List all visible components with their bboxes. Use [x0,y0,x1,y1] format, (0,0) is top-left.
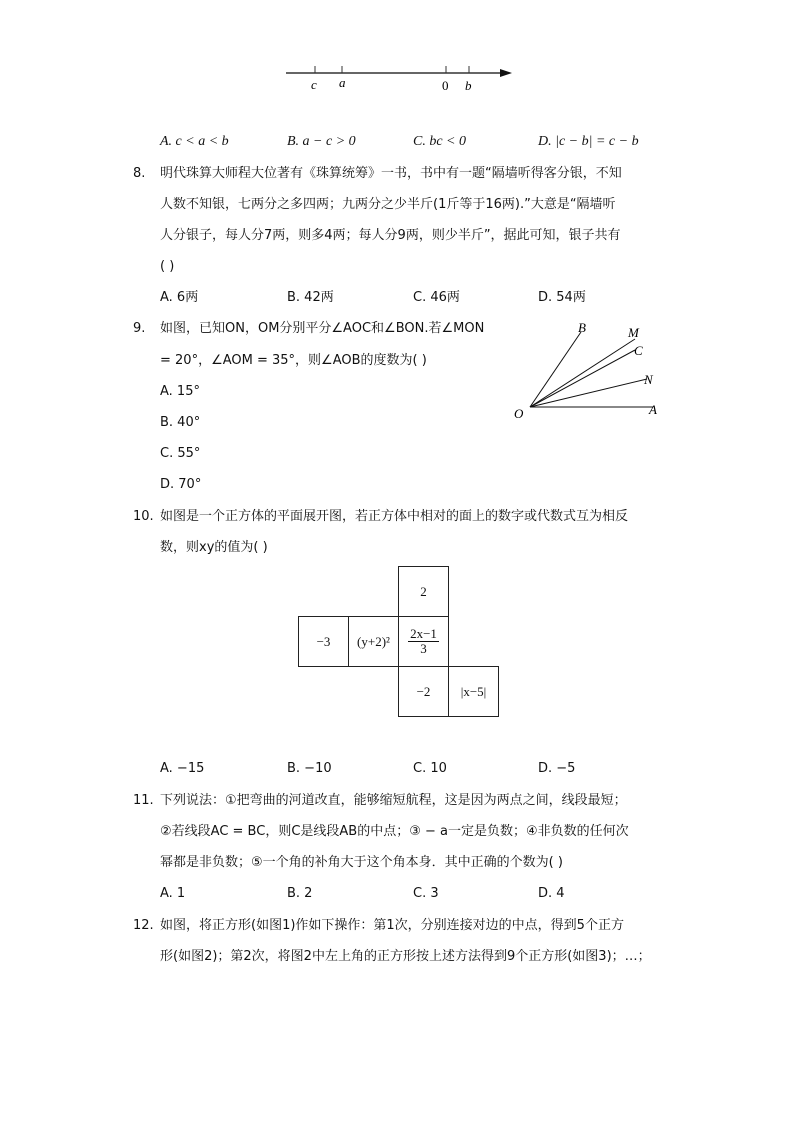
face-value: 2 [420,583,427,599]
q10-option-c[interactable]: C. 10 [413,761,447,776]
q8-text-line: 人分银子，每人分7两，则多4两；每人分9两，则少半斤”，据此可知，银子共有 [160,228,621,243]
label-a: A [649,402,657,417]
q7-option-c[interactable]: C. bc < 0 [413,134,466,149]
q8-number: 8. [133,166,146,181]
q8-option-b[interactable]: B. 42两 [287,290,334,305]
fraction-denominator: 3 [420,641,427,656]
q9-option-d[interactable]: D. 70° [160,477,202,492]
q11-number: 11. [133,793,154,808]
ray-oc [530,350,635,407]
q11-option-d[interactable]: D. 4 [538,886,565,901]
label-m: M [628,325,639,340]
q12-text-line: 如图，将正方形(如图1)作如下操作：第1次，分别连接对边的中点，得到5个正方 [160,918,624,933]
q9-option-c[interactable]: C. 55° [160,446,201,461]
q8-text-line: 明代珠算大师程大位著有《珠算统筹》一书，书中有一题“隔墙听得客分银，不知 [160,166,622,181]
label-c: c [311,77,317,92]
label-o: O [514,406,524,421]
q9-option-a[interactable]: A. 15° [160,384,200,399]
label-a: a [339,75,346,90]
q11-text-line: 下列说法：①把弯曲的河道改直，能够缩短航程，这是因为两点之间，线段最短； [160,793,627,808]
q9-option-b[interactable]: B. 40° [160,415,201,430]
q12-number: 12. [133,918,154,933]
q10-text-line: 数，则xy的值为( ) [160,540,268,555]
q7-option-a[interactable]: A. c < a < b [160,134,229,149]
label-0: 0 [442,78,449,93]
net-face-left [298,616,349,667]
q7-option-b[interactable]: B. a − c > 0 [287,134,356,149]
q9-number: 9. [133,321,146,336]
q8-option-d[interactable]: D. 54两 [538,290,586,305]
ray-ob [530,332,581,407]
q11-option-b[interactable]: B. 2 [287,886,313,901]
q8-option-c[interactable]: C. 46两 [413,290,460,305]
q8-text-line: 人数不知银，七两分之多四两；九两分之少半斤(1斤等于16两).”大意是“隔墙听 [160,197,616,212]
q11-text-line: 幂都是非负数；⑤一个角的补角大于这个角本身．其中正确的个数为( ) [160,855,563,870]
q10-option-a[interactable]: A. −15 [160,761,205,776]
face-value: −2 [416,683,431,699]
net-face-mid [348,616,399,667]
face-value: |x−5| [460,683,487,699]
net-face-top [398,566,449,617]
q9-text-line: = 20°，∠AOM = 35°，则∠AOB的度数为( ) [160,353,427,368]
q11-text-line: ②若线段AC = BC，则C是线段AB的中点；③ − a一定是负数；④非负数的任何次 [160,824,629,839]
net-face-right [448,666,499,717]
net-face-fraction [398,616,449,667]
ray-om [530,339,635,407]
face-value: −3 [316,633,331,649]
q7-option-d[interactable]: D. |c − b| = c − b [538,134,639,149]
number-line-figure [280,60,520,100]
label-b: b [465,78,472,93]
q10-text-line: 如图是一个正方体的平面展开图，若正方体中相对的面上的数字或代数式互为相反 [160,509,629,524]
q11-option-a[interactable]: A. 1 [160,886,186,901]
q12-text-line: 形(如图2)；第2次，将图2中左上角的正方形按上述方法得到9个正方形(如图3)；…； [160,949,651,964]
label-n: N [644,372,653,387]
q10-option-b[interactable]: B. −10 [287,761,332,776]
q10-number: 10. [133,509,154,524]
q10-option-d[interactable]: D. −5 [538,761,576,776]
face-value: (y+2)² [357,633,390,649]
q9-text-line: 如图，已知ON，OM分别平分∠AOC和∠BON.若∠MON [160,321,485,336]
arrow-icon [500,69,512,77]
fraction-numerator: 2x−1 [410,626,437,641]
angle-figure [505,315,675,425]
net-face-bottom [398,666,449,717]
q8-option-a[interactable]: A. 6两 [160,290,199,305]
label-b: B [578,320,586,335]
q11-option-c[interactable]: C. 3 [413,886,439,901]
label-c: C [634,343,643,358]
q8-text-line: ( ) [160,259,175,274]
ray-on [530,379,647,407]
